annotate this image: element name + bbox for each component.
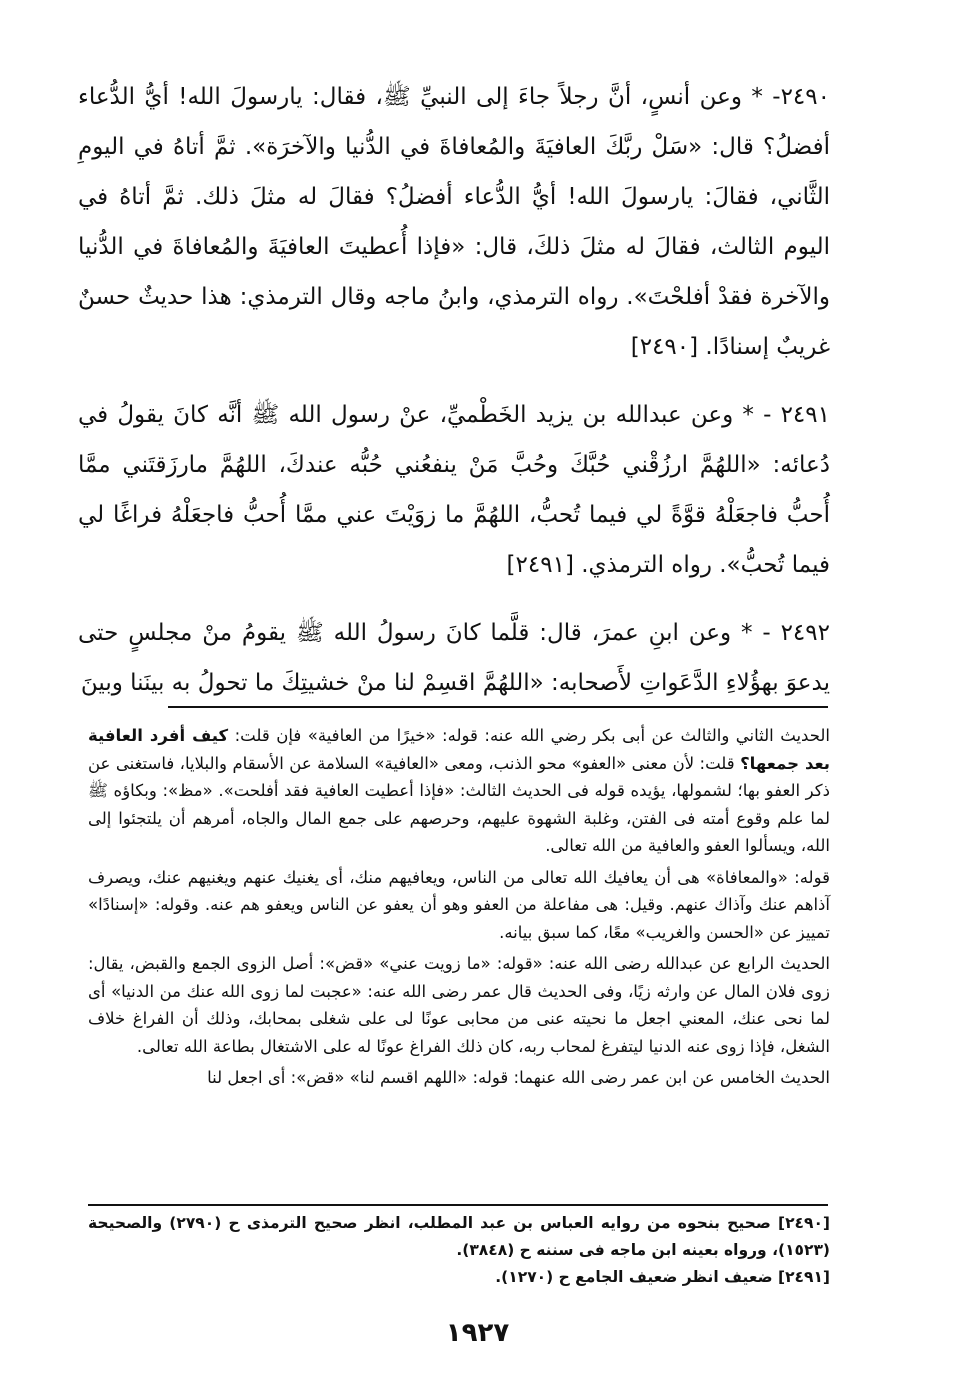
commentary-note-2 <box>88 864 830 947</box>
reference-2491: [٢٤٩١] ضعيف انظر ضعيف الجامع ح (١٢٧٠). <box>495 1268 830 1286</box>
hadith-2490: ٢٤٩٠- * وعن أنسٍ، أنَّ رجلاً جاءَ إلى النبيِّ ﷺ، فقال: يارسولَ الله! أيُّ الدُّعاء أفضلُ؟ قال: «سَلْ ربَّكَ العافيَةَ والمُعافاةَ في الدُّنيا والآخرَة». ثمَّ أتاهُ في اليومِ الثَّاني، فقالَ: يارسولَ الله! أيُّ الدُّعاء أفضلُ؟ فقالَ له مثلَ ذلك. ثمَّ أتاهُ في اليوم الثالث، فقالَ له مثلَ ذلكَ، قال: «فإذا أُعطيتَ العافيَةَ والمُعافاةَ في الدُّنيا والآخرة فقدْ أفلحْتَ». رواه الترمذي، وابنُ ماجه وقال الترمذي: هذا حديثٌ حسنٌ غريبٌ إسنادًا. [٢٤٩٠] <box>78 84 830 360</box>
main-text <box>78 72 830 726</box>
commentary-text: قلت: لأن معنى «العفو» محو الذنب، ومعى «العافية» السلامة عن الأسقام والبلايا، فاستغنى عن ذكر العفو بها؛ لشمولها، يؤيده قوله فى الحديث الثالث: «فإذا أعطيت العافية فقد أفلحت». «مظ»: وبكاؤه ﷺ لما علم وقوع أمته فى الفتن، وغلبة الشهوة عليهم، وحرصهم على جمع المال والجاه، أمرهم أن يلتجئوا إلى الله، ويسألوا العفو والعافية من الله تعالى. <box>88 753 830 855</box>
commentary-note-1 <box>88 722 830 860</box>
commentary-note-4 <box>88 1064 830 1092</box>
commentary-note-3 <box>88 950 830 1060</box>
commentary-text: الحديث الثاني والثالث عن أبى بكر رضي الله عنه: قوله: «خيرًا من العافية» فإن قلت: <box>228 726 830 745</box>
commentary-text: الحديث الخامس عن ابن عمر رضى الله عنهما: قوله: «اللهم اقسم لنا» «قض»: أى اجعل لنا <box>207 1068 830 1087</box>
reference-2490: [٢٤٩٠] صحيح بنحوه من روايه العباس بن عبد المطلب، انظر صحيح الترمذى ح (٢٧٩٠) والصحيحة (١٥٢٣)، ورواه بعينه ابن ماجه فى سننه ح (٣٨٤٨). <box>88 1214 830 1259</box>
commentary-text: قوله: «والمعافاة» هى أن يعافيك الله تعالى من الناس، ويعافيهم منك، أى يغنيك عنهم ويغنيهم عنك، ويصرف آذاهم عنك وآذاك عنهم. وقيل: هى مفاعلة من العفو وهو أن يعفو عن الناس ويعفو هم عنه. وقوله: «إسنادًا» تمييز عن «الحسن والغريب» معًا، كما سبق بيانه. <box>88 867 830 942</box>
commentary-text: الحديث الرابع عن عبدالله رضى الله عنه: «قوله: «ما زويت عني» «قض»: أصل الزوى الجمع والقبض، يقال: زوى فلان المال عن وارثه زيًا، وفى الحديث قال عمر رضى الله عنه: «عجبت لما زوى الله عنك من الدنيا» أى لما نحى عنك، المعني اجعل ما نحيته عنى من محابى عونًا لى على شغلى بمحابك، وذلك أن الفراغ خلاف الشغل، فإذا زوى عنه الدنيا ليتفرغ لمحاب ربه، كان ذلك الفراغ عونًا له على الاشتغال بطاعة الله تعالى. <box>88 954 830 1056</box>
hadith-2491: ٢٤٩١ - * وعن عبدالله بن يزيد الخَطْميِّ، عنْ رسول الله ﷺ أنَّه كانَ يقولُ في دُعائه: «اللهُمَّ ارزُقْني حُبَّكَ وحُبَّ مَنْ ينفعُني حُبُّه عندكَ، اللهُمَّ مارزَقتَني ممَّا أُحبُّ فاجعَلْهُ قوَّةً لي فيما تُحبُّ، اللهُمَّ ما زوَيْتَ عني ممَّا أُحبُّ فاجعَلْهُ فراغًا لي فيما تُحبُّ». رواه الترمذي. [٢٤٩١] <box>78 402 830 578</box>
hadith-2492: ٢٤٩٢ - * وعن ابنِ عمرَ، قال: قلَّما كانَ رسولُ الله ﷺ يقومُ منْ مجلسٍ حتى يدعوَ بهؤُلاءِ الدَّعَواتِ لأَصحابه: «اللهُمَّ اقسِمْ لنا منْ خشيتِكَ ما تحولُ به بينَنا وبينَ <box>78 620 830 696</box>
commentary-bold-question: كيف أفرد العافية بعد جمعها؟ <box>88 726 830 773</box>
commentary-section <box>88 722 830 1096</box>
references-divider <box>88 1204 828 1206</box>
commentary-divider <box>168 706 828 708</box>
references-section <box>88 1210 830 1291</box>
page-number: ١٩٢٧ <box>445 1318 510 1348</box>
